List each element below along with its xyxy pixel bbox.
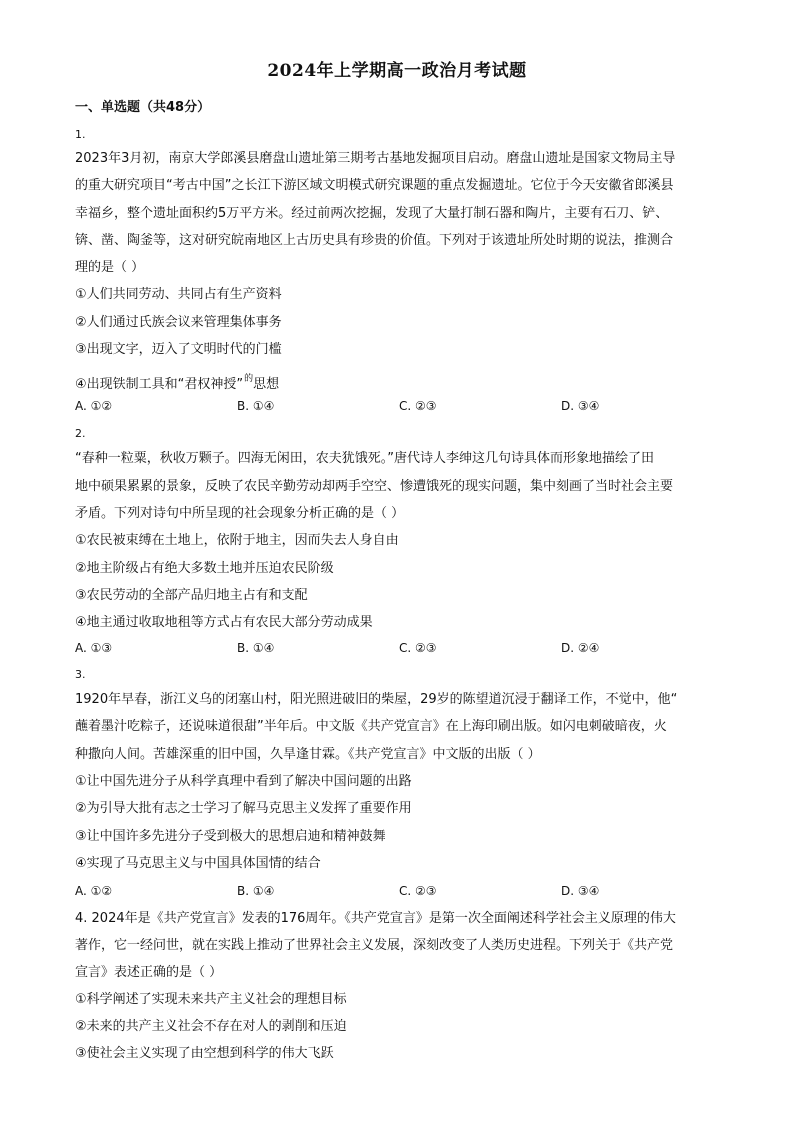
question-stem-line: 宣言》表述正确的是（ ） [75,965,223,980]
option-a[interactable]: A. ①② [75,884,113,898]
statement-item: ③出现文字，迈入了文明时代的门槛 [75,342,282,357]
question-number: 3. [75,668,86,681]
statement-item [75,370,279,394]
option-c[interactable]: C. ②③ [399,399,437,413]
question-stem-line: 2023年3月初，南京大学郎溪县磨盘山遗址第三期考古基地发掘项目启动。磨盘山遗址是国家文物局主导 [75,151,676,166]
question-stem-line: 矛盾。下列对诗句中所呈现的社会现象分析正确的是（ ） [75,506,405,521]
answer-options [75,884,635,902]
statement-item: ③让中国许多先进分子受到极大的思想启迪和精神鼓舞 [75,829,386,844]
option-d[interactable]: D. ②④ [561,641,600,655]
statement-item: ①科学阐述了实现未来共产主义社会的理想目标 [75,992,347,1007]
statement-text: 思想 [253,377,280,392]
question-stem-line: 的重大研究项目“考古中国”之长江下游区域文明模式研究课题的重点发掘遗址。它位于今天安徽省郎溪县 [75,178,674,193]
question-number: 2. [75,427,86,440]
question-stem-line: 4. 2024年是《共产党宣言》发表的176周年。《共产党宣言》是第一次全面阐述科学社会主义原理的伟大 [75,911,676,926]
statement-superscript: 的 [244,374,254,384]
question-stem-line: 种撒向人间。苦雄深重的旧中国，久旱逢甘霖。《共产党宣言》中文版的出版（ ） [75,747,541,762]
question-stem-line: 蘸着墨汁吃粽子，还说味道很甜”半年后。中文版《共产党宣言》在上海印刷出版。如闪电刺破暗夜，火 [75,719,667,734]
page-title: 2024年上学期高一政治月考试题 [267,61,527,81]
answer-options [75,641,635,659]
statement-item: ②地主阶级占有绝大多数土地并压迫农民阶级 [75,561,334,576]
option-d[interactable]: D. ③④ [561,884,600,898]
statement-item: ②为引导大批有志之士学习了解马克思主义发挥了重要作用 [75,801,412,816]
statement-item: ①农民被束缚在土地上，依附于地主，因而失去人身自由 [75,533,399,548]
question-stem-line: “春种一粒粟，秋收万颗子。四海无闲田，农夫犹饿死。”唐代诗人李绅这几句诗具体而形象地描绘了田 [75,451,654,466]
option-b[interactable]: B. ①④ [237,399,275,413]
statement-item: ②未来的共产主义社会不存在对人的剥削和压迫 [75,1019,347,1034]
question-stem-line: 地中硕果累累的景象，反映了农民辛勤劳动却两手空空、惨遭饿死的现实问题，集中刻画了当时社会主要 [75,479,674,494]
option-d[interactable]: D. ③④ [561,399,600,413]
answer-options [75,399,635,417]
statement-item: ①人们共同劳动、共同占有生产资料 [75,287,282,302]
option-a[interactable]: A. ①③ [75,641,113,655]
option-b[interactable]: B. ①④ [237,641,275,655]
statement-item: ③使社会主义实现了由空想到科学的伟大飞跃 [75,1046,334,1061]
statement-item: ④地主通过收取地租等方式占有农民大部分劳动成果 [75,615,373,630]
question-stem-line: 1920年早春，浙江义乌的闭塞山村，阳光照进破旧的柴屋，29岁的陈望道沉浸于翻译工作，不觉中，他“ [75,692,678,707]
statement-item: ④实现了马克思主义与中国具体国情的结合 [75,856,321,871]
statement-text: ④出现铁制工具和“君权神授” [75,377,244,392]
option-c[interactable]: C. ②③ [399,641,437,655]
statement-item: ②人们通过氏族会议来管理集体事务 [75,315,282,330]
question-stem-line: 锛、凿、陶釜等，这对研究皖南地区上古历史具有珍贵的价值。下列对于该遗址所处时期的说法，推测合 [75,233,674,248]
option-b[interactable]: B. ①④ [237,884,275,898]
question-stem-line: 幸福乡，整个遗址面积约5万平方米。经过前两次挖掘，发现了大量打制石器和陶片，主要有石刀、铲、 [75,206,669,221]
option-a[interactable]: A. ①② [75,399,113,413]
question-stem-line: 著作，它一经问世，就在实践上推动了世界社会主义发展，深刻改变了人类历史进程。下列关于《共产党 [75,938,674,953]
question-number: 1. [75,128,86,141]
option-c[interactable]: C. ②③ [399,884,437,898]
section-heading: 一、单选题（共48分） [75,100,211,115]
statement-item: ③农民劳动的全部产品归地主占有和支配 [75,588,308,603]
question-stem-line: 理的是（ ） [75,260,145,275]
statement-item: ①让中国先进分子从科学真理中看到了解决中国问题的出路 [75,774,412,789]
